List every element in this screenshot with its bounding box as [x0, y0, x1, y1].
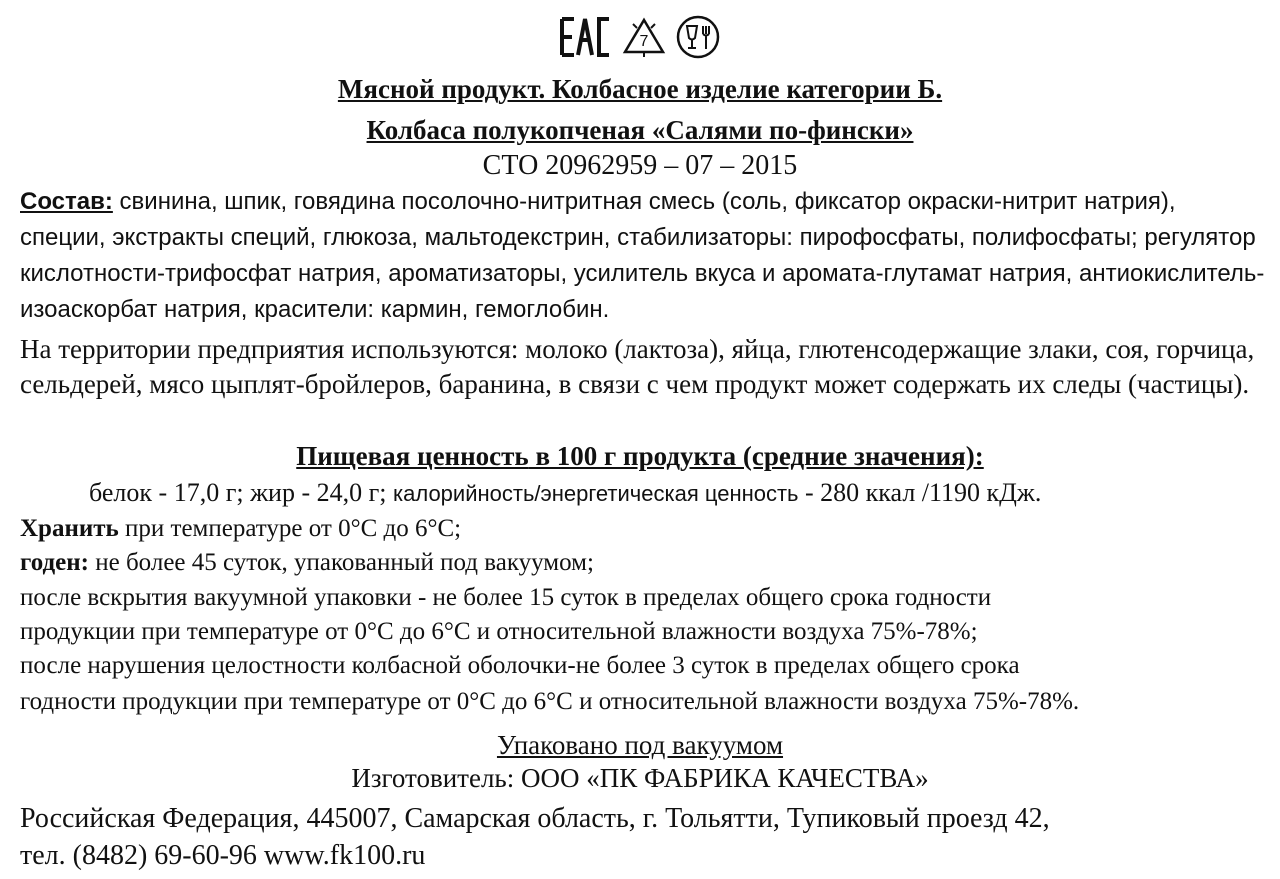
eac-mark: [559, 16, 613, 58]
allergen-warning: На территории предприятия используются: молоко (лактоза), яйца, глютенсодержащие злаки, соя, горчица, сельдерей, мясо цыплят-бройлеров, баранина, в связи с чем продукт может содержать их следы (частицы).: [20, 334, 1255, 399]
product-category-title: Мясной продукт. Колбасное изделие категории Б.: [337, 74, 943, 104]
nutrition-title: [0, 441, 1280, 472]
packaging-note: Упаковано под вакуумом: [496, 730, 784, 760]
manufacturer-contacts: тел. (8482) 69-60-96 www.fk100.ru: [20, 840, 426, 871]
after-casing-line-1: после нарушения целостности колбасной оболочки-не более 3 суток в пределах общего срока: [20, 652, 1020, 679]
certification-logos: [0, 14, 1280, 60]
composition-block: [20, 184, 1265, 328]
shelf-life-line: [20, 549, 594, 577]
nutrition-values-protein-fat: белок - 17,0 г; жир - 24,0 г;: [89, 478, 394, 507]
composition-text: свинина, шпик, говядина посолочно-нитритная смесь (соль, фиксатор окраски-нитрит натрия), специи, экстракты специй, глюкоза, мальтодекстрин, стабилизаторы: пирофосфаты, полифосфаты; регулятор кислотности-трифосфат натрия, ароматизаторы, усилитель вкуса и аромата-глутамат натрия, антиокислитель-изоаскорбат натрия, красители: кармин, гемоглобин.: [20, 188, 1265, 323]
storage-line: [20, 515, 461, 543]
storage-label: Хранить: [20, 515, 119, 542]
shelf-life-text: не более 45 суток, упакованный под вакуумом;: [88, 549, 594, 576]
after-open-line-2: продукции при температуре от 0°С до 6°С и относительной влажности воздуха 75%-78%;: [20, 618, 978, 645]
nutrition-title-part1: Пищевая ценность: [296, 441, 529, 471]
nutrition-title-part2: в 100 г продукта (средние значения):: [528, 441, 984, 471]
storage-text: при температуре от 0°С до 6°С;: [118, 515, 462, 542]
after-open-line-1: после вскрытия вакуумной упаковки - не более 15 суток в пределах общего срока годности: [20, 584, 992, 611]
after-casing-line-2: годности продукции при температуре от 0°С до 6°С и относительной влажности воздуха 75%-78%.: [20, 688, 1080, 715]
recycle-triangle-icon: [621, 16, 667, 58]
composition-label: Состав:: [20, 188, 113, 215]
food-safe-glass-fork-icon: [675, 14, 721, 60]
product-name-title: Колбаса полукопченая «Салями по-фински»: [366, 115, 914, 145]
recycle-code: 7: [639, 33, 649, 50]
nutrition-values: [89, 478, 1041, 508]
manufacturer: Изготовитель: ООО «ПК ФАБРИКА КАЧЕСТВА»: [351, 763, 929, 793]
standard-number: СТО 20962959 – 07 – 2015: [482, 150, 798, 181]
nutrition-values-energy: - 280 ккал /1190 кДж.: [798, 478, 1042, 507]
manufacturer-address: Российская Федерация, 445007, Самарская область, г. Тольятти, Тупиковый проезд 42,: [20, 803, 1050, 834]
shelf-life-label: годен:: [20, 549, 89, 576]
nutrition-values-energy-label: калорийность/энергетическая ценность: [393, 481, 799, 506]
